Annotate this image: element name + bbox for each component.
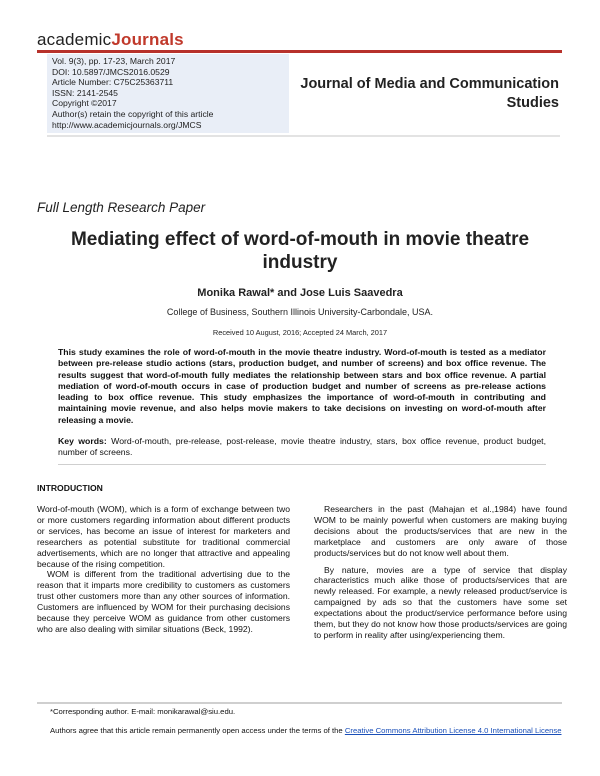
meta-copyright: Copyright ©2017 (52, 98, 117, 109)
paragraph: Word-of-mouth (WOM), which is a form of exchange between two or more customers regarding information about different products or services, has become an issue of interest for marketers and researchers as potential substitute for traditional commercial advertisements, which are no longer that attractive and appealing because of the rising competition. (37, 504, 290, 569)
publisher-logo (37, 30, 184, 50)
keywords-divider (58, 464, 546, 465)
section-heading-introduction: INTRODUCTION (37, 483, 103, 493)
footer-divider (37, 702, 562, 704)
journal-title (300, 75, 559, 113)
paragraph: By nature, movies are a type of service that display characteristics much alike those of products/services that are newly released. For example, a newly released product/service is campaigned by ads so that the customers have some set expectations about the product/service performance before using them, but they do not know how those products/services are going to perform in reality after using/experiencing them. (314, 564, 567, 640)
meta-article-number: Article Number: C75C25363711 (52, 77, 174, 88)
body-column-left (37, 504, 290, 635)
license-link[interactable]: Creative Commons Attribution License 4.0 International License (344, 726, 562, 735)
journal-title-line2: Studies (506, 95, 559, 111)
meta-rights: Author(s) retain the copyright of this article (52, 108, 214, 119)
received-dates: Received 10 August, 2016; Accepted 24 March, 2017 (212, 328, 388, 337)
article-title-line1: Mediating effect of word-of-mouth in movie theatre (70, 229, 530, 250)
header-rule (37, 50, 562, 53)
journal-title-line1: Journal of Media and Communication (300, 76, 559, 92)
abstract: This study examines the role of word-of-mouth in the movie theatre industry. Word-of-mouth is tested as a mediator between pre-release studio actions (stars, production budget, and number of screens) and box office revenue. The results suggest that word-of-mouth fully mediates the relationship between stars and box office revenue. A partial mediation of word-of-mouth occurs in case of production budget and number of screens as pre-release actions leading to box office revenue. This study emphasizes the importance of word-of-mouth in contributing and maintaining movie revenue, and also helps movie makers to take decisions on investing on word-of-mouth after releasing a movie. (58, 347, 546, 425)
logo-text-journals: Journals (111, 30, 184, 49)
license-statement (50, 726, 563, 737)
paragraph: Researchers in the past (Mahajan et al.,1984) have found WOM to be mainly powerful when customers are making buying decisions about the products/services that are new in the marketplace and customers are only aware of those products/services but do not know well about them. (314, 504, 567, 558)
header-divider (47, 135, 560, 137)
license-text: Authors agree that this article remain permanently open access under the terms of the (50, 726, 345, 735)
keywords-label: Key words: (58, 436, 107, 446)
article-title-line2: industry (262, 252, 338, 273)
meta-volume: Vol. 9(3), pp. 17-23, March 2017 (52, 56, 176, 66)
logo-text-academic: academic (37, 30, 112, 49)
author-affiliation: College of Business, Southern Illinois University-Carbondale, USA. (166, 307, 434, 317)
article-title (60, 228, 540, 274)
corresponding-author: *Corresponding author. E-mail: monikarawal@siu.edu. (50, 707, 236, 716)
meta-doi: DOI: 10.5897/JMCS2016.0529 (52, 66, 170, 77)
keywords (58, 436, 546, 459)
meta-url[interactable]: http://www.academicjournals.org/JMCS (52, 119, 202, 130)
article-meta (52, 56, 213, 130)
article-authors: Monika Rawal* and Jose Luis Saavedra (197, 287, 403, 299)
paper-type: Full Length Research Paper (37, 200, 206, 215)
paragraph: WOM is different from the traditional advertising due to the reason that it imparts more credibility to customers as customers trust other customers more than any other sources of information. Customers are influenced by WOM for their purchasing decisions because they perceive WOM as guidance from other customers who are also dealing with similar situations (Beck, 1992). (37, 569, 290, 634)
keywords-list: Word-of-mouth, pre-release, post-release, movie theatre industry, stars, box office revenue, product budget, number of screens. (58, 436, 546, 458)
body-column-right (314, 504, 567, 641)
meta-issn: ISSN: 2141-2545 (52, 87, 118, 98)
